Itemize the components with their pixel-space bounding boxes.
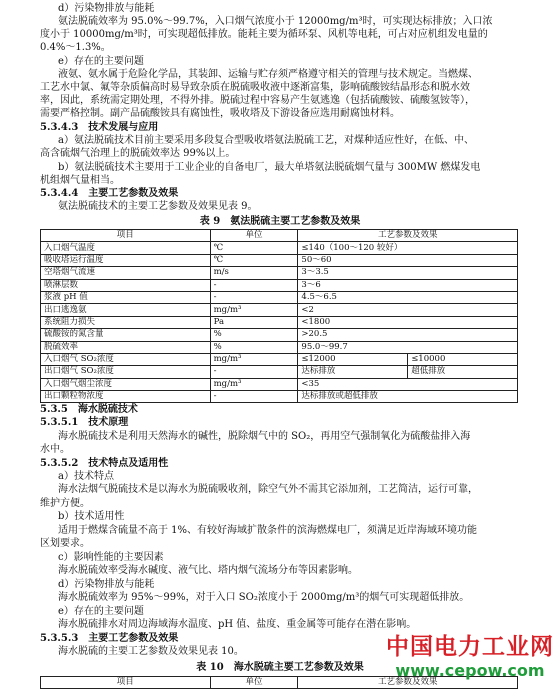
paragraph-line: 氨法脱硫技术的主要工艺参数及效果见表 9。 (58, 201, 258, 212)
column-header: 项目 (41, 230, 211, 242)
heading-b-applicability: b）技术适用性 (58, 511, 125, 522)
section-heading-5-3-5-1: 5.3.5.1 技术原理 (40, 417, 129, 428)
table-cell: 超低排放 (408, 366, 518, 378)
table-cell: 入口烟气温度 (41, 242, 211, 254)
table-cell: <35 (298, 378, 518, 390)
table-cell: 喷淋层数 (41, 279, 211, 291)
table-row (41, 353, 518, 365)
paragraph-line: 海水法烟气脱硫技术是以海水为脱硫吸收剂，除空气外不需其它添加剂，工艺简洁，运行可靠， (58, 484, 478, 495)
table-cell: 空塔烟气流速 (41, 267, 211, 279)
paragraph-line: 水中。 (40, 444, 70, 455)
table-row (41, 304, 518, 316)
paragraph-line: 机组烟气量相当。 (40, 175, 120, 186)
table-cell: >20.5 (298, 329, 518, 341)
column-header: 工艺参数及效果 (298, 677, 518, 689)
table-header-row (41, 230, 518, 242)
table-row (41, 242, 518, 254)
heading-d-emissions: d）污染物排放与能耗 (58, 3, 155, 14)
table-cell: ℃ (210, 254, 298, 266)
table-cell: 95.0～99.7 (298, 341, 518, 353)
table-cell: 50～60 (298, 254, 518, 266)
table-row (41, 316, 518, 328)
paragraph-line: 率，因此，系统需定期处理，不得外排。脱硫过程中容易产生氨逃逸（包括硫酸铵、硫酸氢铵等）， (40, 95, 475, 106)
table-cell: m/s (210, 267, 298, 279)
paragraph-line: b）氨法脱硫技术主要用于工业企业的自备电厂，最大单塔氨法脱硫烟气量与 300MW 燃煤发电 (58, 162, 481, 173)
table-cell: 吸收塔运行温度 (41, 254, 211, 266)
table-cell: % (210, 329, 298, 341)
paragraph-line: 适用于燃煤含硫量不高于 1%、有较好海域扩散条件的滨海燃煤电厂，须满足近岸海域环境功能 (58, 525, 478, 536)
section-heading-5-3-5: 5.3.5 海水脱硫技术 (40, 404, 138, 415)
table-cell: 3～6 (298, 279, 518, 291)
watermark-url: www.cepow.com (395, 661, 545, 680)
paragraph-line: 海水脱硫的主要工艺参数及效果见表 10。 (58, 646, 244, 657)
table-cell: ≤10000 (408, 353, 518, 365)
watermark-title: 中国电力工业网 (386, 634, 554, 660)
table-cell: - (210, 279, 298, 291)
table-cell: 硫酸铵的氮含量 (41, 329, 211, 341)
table-cell: 浆液 pH 值 (41, 291, 211, 303)
table10-caption: 表 10 海水脱硫主要工艺参数及效果 (196, 662, 364, 673)
heading-c-factors: c）影响性能的主要因素 (58, 552, 164, 563)
section-heading-5-3-4-4: 5.3.4.4 主要工艺参数及效果 (40, 188, 179, 199)
paragraph-line: 液氨、氨水属于危险化学品，其装卸、运输与贮存须严格遵守相关的管理与技术规定。当燃煤、 (58, 69, 478, 80)
paragraph-line: 高含硫烟气治理上的脱硫效率达 99%以上。 (40, 148, 236, 159)
table9 (40, 229, 518, 403)
heading-e-problems: e）存在的主要问题 (58, 56, 144, 67)
paragraph-line: 海水脱硫排水对周边海域海水温度、pH 值、盐度、重金属等可能存在潜在影响。 (58, 619, 417, 630)
paragraph-line: 需要严格控制。副产品硫酸铵具有腐蚀性，吸收塔及下游设备应选用耐腐蚀材料。 (40, 108, 400, 119)
table-row (41, 329, 518, 341)
section-heading-5-3-4-3: 5.3.4.3 技术发展与应用 (40, 122, 159, 133)
heading-d-emissions: d）污染物排放与能耗 (58, 579, 155, 590)
table-cell: ≤12000 (298, 353, 408, 365)
section-heading-5-3-5-3: 5.3.5.3 主要工艺参数及效果 (40, 633, 179, 644)
table-row (41, 341, 518, 353)
table-cell: - (210, 291, 298, 303)
paragraph-line: 区划要求。 (40, 538, 90, 549)
heading-e-problems: e）存在的主要问题 (58, 606, 144, 617)
table-cell: <2 (298, 304, 518, 316)
table-cell: 入口烟气烟尘浓度 (41, 378, 211, 390)
paragraph-line: 工艺水中氯、氟等杂质偏高时易导致杂质在脱硫吸收液中逐渐富集，影响硫酸铵结晶形态和脱水效 (40, 82, 470, 93)
table-cell: 出口颗粒物浓度 (41, 391, 211, 403)
table-cell: 达标排放或超低排放 (298, 391, 518, 403)
table-cell: - (210, 366, 298, 378)
table-cell: Pa (210, 316, 298, 328)
table-cell: 3～3.5 (298, 267, 518, 279)
table-cell: - (210, 391, 298, 403)
paragraph-line: 海水脱硫技术是利用天然海水的碱性，脱除烟气中的 SO₂，再用空气强制氧化为硫酸盐排入海 (58, 431, 471, 442)
table-cell: 脱硫效率 (41, 341, 211, 353)
column-header: 项目 (41, 677, 211, 689)
table-row (41, 267, 518, 279)
paragraph-line: 海水脱硫效率为 95%～99%，对于入口 SO₂浓度小于 2000mg/m³的烟气可实现超低排放。 (58, 592, 470, 603)
column-header: 单位 (210, 230, 298, 242)
column-header: 工艺参数及效果 (298, 230, 518, 242)
paragraph-line: a）氨法脱硫技术目前主要采用多段复合型吸收塔氨法脱硫工艺，对煤种适应性好，在低、中、 (58, 135, 474, 146)
table-row (41, 378, 518, 390)
table-row (41, 279, 518, 291)
paragraph-line: 度小于 10000mg/m³时，可实现超低排放。能耗主要为循环泵、风机等电耗，可占对应机组发电量的 (40, 29, 488, 40)
table-row (41, 291, 518, 303)
table-cell: mg/m³ (210, 353, 298, 365)
table-cell: mg/m³ (210, 378, 298, 390)
table-cell: mg/m³ (210, 304, 298, 316)
table-cell: ≤140（100～120 较好） (298, 242, 518, 254)
table-cell: 出口逃逸氨 (41, 304, 211, 316)
paragraph-line: 海水脱硫效率受海水碱度、液气比、塔内烟气流场分布等因素影响。 (58, 565, 358, 576)
table-row (41, 391, 518, 403)
table-cell: 4.5～6.5 (298, 291, 518, 303)
paragraph-line: 0.4%～1.3%。 (40, 42, 111, 53)
paragraph-line: 维护方便。 (40, 498, 90, 509)
table-cell: 系统阻力损失 (41, 316, 211, 328)
table-cell: <1800 (298, 316, 518, 328)
table-cell: ℃ (210, 242, 298, 254)
table-row (41, 254, 518, 266)
column-header: 单位 (210, 677, 298, 689)
table-cell: 入口烟气 SO₂浓度 (41, 353, 211, 365)
table-row (41, 366, 518, 378)
table9-caption: 表 9 氨法脱硫主要工艺参数及效果 (199, 216, 361, 227)
section-heading-5-3-5-2: 5.3.5.2 技术特点及适用性 (40, 458, 169, 469)
paragraph-line: 氨法脱硫效率为 95.0%～99.7%，入口烟气浓度小于 12000mg/m³时，可实现达标排放；入口浓 (58, 16, 493, 27)
table-cell: 出口烟气 SO₂浓度 (41, 366, 211, 378)
table-cell: % (210, 341, 298, 353)
table-cell: 达标排放 (298, 366, 408, 378)
watermark-logo (386, 628, 554, 682)
heading-a-features: a）技术特点 (58, 471, 114, 482)
